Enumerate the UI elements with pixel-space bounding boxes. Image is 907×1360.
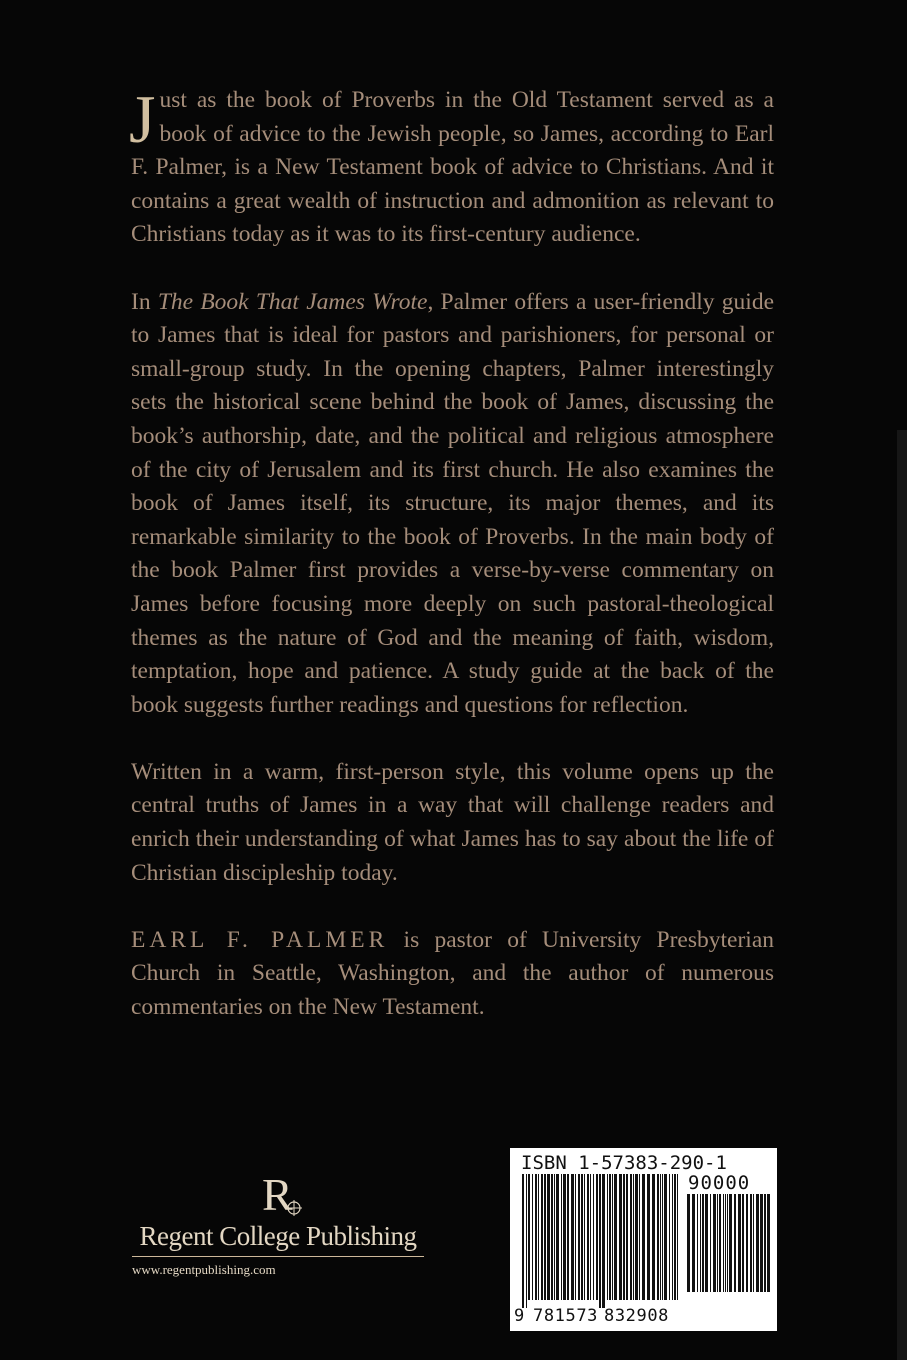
barcode-bar: [727, 1194, 728, 1292]
barcode-bar: [677, 1174, 678, 1300]
barcode-bar: [593, 1174, 594, 1300]
barcode-bar: [764, 1194, 766, 1292]
barcode-bar: [647, 1174, 650, 1300]
barcode-bar: [672, 1174, 673, 1300]
isbn-label: ISBN 1-57383-290-1: [521, 1152, 727, 1174]
barcode-bar: [639, 1174, 640, 1300]
publisher-logo-icon: [250, 1170, 306, 1220]
drop-cap: J: [129, 81, 156, 157]
publisher-block: [132, 1170, 424, 1278]
barcode-bar: [584, 1174, 585, 1300]
barcode-bar: [626, 1174, 628, 1300]
barcode-bar: [717, 1194, 718, 1292]
barcode-bar: [522, 1174, 524, 1308]
barcode-bar: [528, 1174, 530, 1300]
author-bio: [131, 924, 774, 1025]
barcode-bar: [587, 1174, 589, 1300]
barcode-bar: [669, 1174, 670, 1300]
barcode-bar: [633, 1174, 634, 1300]
barcode-bar: [599, 1174, 601, 1308]
addon-barcode-bars: [687, 1194, 771, 1300]
barcode-bar: [547, 1174, 550, 1300]
barcode-bar: [657, 1174, 659, 1300]
barcode-bar: [551, 1174, 553, 1300]
barcode-bar: [596, 1174, 598, 1300]
barcode-bar: [614, 1174, 617, 1300]
barcode-bar: [590, 1174, 591, 1300]
barcode-bar: [609, 1174, 611, 1300]
publisher-name: Regent College Publishing: [139, 1221, 417, 1251]
back-cover-blurb: [129, 81, 775, 1058]
barcode-bar: [581, 1174, 583, 1300]
barcode-bar: [607, 1174, 608, 1300]
barcode-bar: [750, 1194, 752, 1292]
author-name: EARL F. PALMER: [131, 926, 389, 953]
barcode-bar: [642, 1174, 645, 1300]
barcode-bar: [563, 1174, 566, 1300]
barcode-bar: [692, 1194, 695, 1292]
barcode-bar: [753, 1194, 754, 1292]
barcode-bar: [664, 1174, 667, 1300]
barcode-bar: [619, 1174, 622, 1300]
blurb-paragraph-2-lead: In: [131, 288, 158, 315]
barcode-bar: [760, 1194, 763, 1292]
barcode-bar: [734, 1194, 736, 1292]
isbn-barcode: [510, 1148, 777, 1331]
blurb-paragraph-2: [131, 286, 774, 723]
barcode-bar: [561, 1174, 562, 1300]
publisher-rule: [132, 1256, 424, 1257]
barcode-bar: [612, 1174, 613, 1300]
logo-letter: R: [262, 1170, 293, 1220]
book-title: The Book That James Wrote: [157, 288, 428, 315]
barcode-bar: [742, 1194, 744, 1292]
blurb-paragraph-1-text: ust as the book of Proverbs in the Old Testament served as a book of advice to the Jewish people, so James, according to Earl F. Palmer, is a New Testament book of advice to Christians. And it contains a great wealth of instruction and admonition as relevant to Christians today as it was to its first-century audience.: [131, 87, 774, 248]
blurb-paragraph-3: Written in a warm, first-person style, this volume opens up the central truths of James in a way that will challenge readers and enrich their understanding of what James has to say about the life of Christian discipleship today.: [131, 758, 774, 886]
ean-left-digits: 781573: [533, 1306, 599, 1326]
author-bio-text: is pastor of University Presbyterian Church in Seattle, Washington, and the author of numerous commentaries on the New Testament.: [131, 926, 774, 1021]
barcode-bar: [729, 1194, 732, 1292]
blurb-paragraph-2-text: , Palmer offers a user-friendly guide to James that is ideal for pastors and parishioners, for personal or small-group study. In the opening chapters, Palmer interestingly sets the historical scene behind the book of James, discussing the book’s authorship, date, and the political and religious atmosphere of the city of Jerusalem and its first church. He also examines the book of James itself, its structure, its major themes, and its remarkable similarity to the book of Proverbs. In the main body of the book Palmer first provides a verse-by-verse commentary on James before focusing more deeply on such pastoral-theological themes as the nature of God and the meaning of faith, wisdom, temptation, hope and patience. A study guide at the back of the book suggests further readings and questions for reflection.: [131, 288, 775, 718]
barcode-bar: [652, 1174, 655, 1300]
barcode-bar: [571, 1174, 574, 1300]
barcode-bar: [623, 1174, 625, 1300]
barcode-bar: [697, 1194, 698, 1292]
publisher-url: www.regentpublishing.com: [132, 1262, 276, 1277]
barcode-bar: [687, 1194, 690, 1292]
barcode-bar: [662, 1174, 663, 1300]
barcode-bar: [544, 1174, 546, 1300]
barcode-bar: [532, 1174, 533, 1300]
barcode-bar: [705, 1194, 708, 1292]
barcode-bar: [723, 1194, 724, 1292]
barcode-bar: [725, 1194, 726, 1292]
barcode-bar: [700, 1194, 701, 1292]
barcode-bar: [660, 1174, 661, 1300]
barcode-bar: [602, 1174, 605, 1308]
barcode-bar: [556, 1174, 559, 1300]
barcode-bar: [713, 1194, 716, 1292]
barcode-bar: [630, 1174, 632, 1300]
price-code: 90000: [688, 1172, 751, 1194]
barcode-bar: [710, 1194, 711, 1292]
barcode-bar: [767, 1194, 770, 1292]
barcode-bar: [575, 1174, 576, 1300]
page-edge-shade: [897, 430, 907, 1360]
barcode-bar: [541, 1174, 543, 1300]
ean-first-digit: 9: [514, 1306, 525, 1326]
barcode-bar: [719, 1194, 721, 1292]
barcode-bar: [554, 1174, 555, 1300]
barcode-bar: [702, 1194, 704, 1292]
barcode-bar: [567, 1174, 569, 1300]
barcode-bar: [635, 1174, 638, 1300]
barcode-bar: [535, 1174, 537, 1300]
blurb-paragraph-1: [129, 81, 774, 252]
barcode-bar: [756, 1194, 759, 1292]
ean-barcode-bars: [522, 1174, 680, 1308]
barcode-bar: [526, 1174, 527, 1308]
ean-right-digits: 832908: [604, 1306, 670, 1326]
barcode-bar: [538, 1174, 539, 1300]
barcode-bar: [738, 1194, 741, 1292]
barcode-bar: [746, 1194, 748, 1292]
barcode-bar: [674, 1174, 676, 1300]
barcode-bar: [578, 1174, 580, 1300]
